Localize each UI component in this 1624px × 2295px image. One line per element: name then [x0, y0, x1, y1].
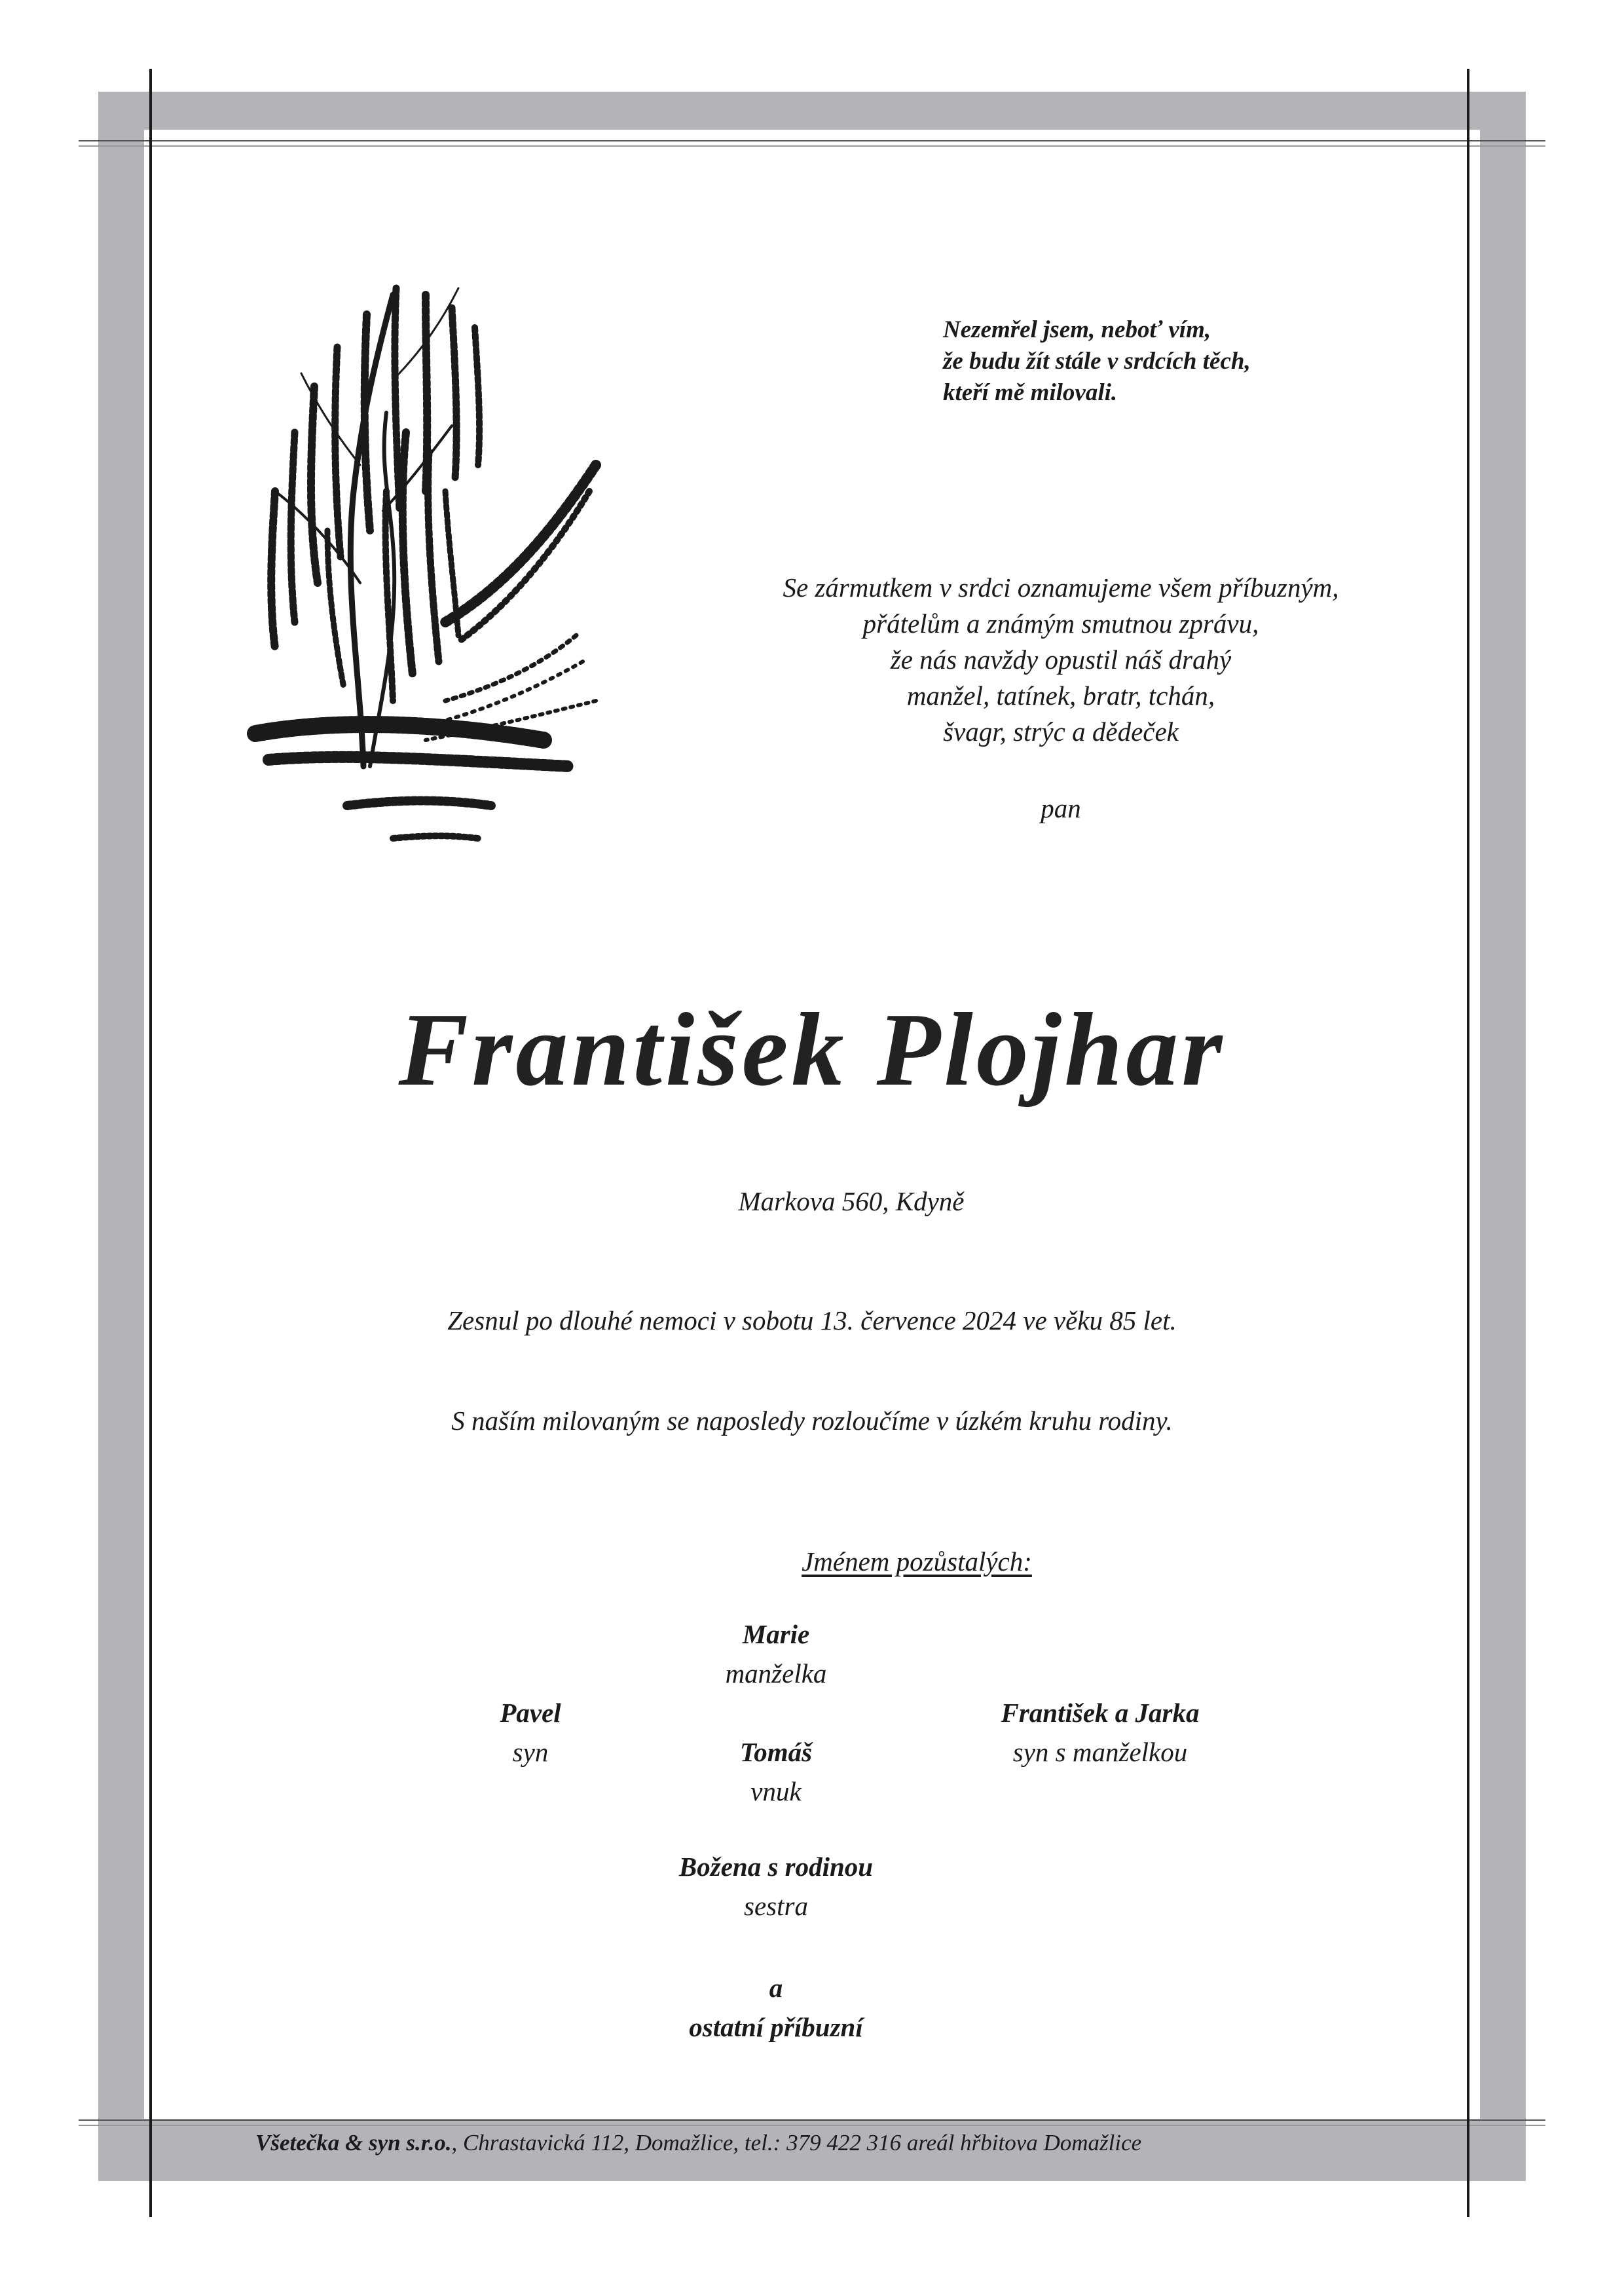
mourner-relation: syn s manželkou	[1012, 1737, 1188, 1767]
funeral-service-footer	[255, 2130, 1434, 2156]
mourner-name: Božena s rodinou	[678, 1852, 874, 1882]
deceased-name: František Plojhar	[398, 991, 1226, 1108]
announcement-line: švagr, strýc a dědeček	[943, 717, 1179, 747]
mourner-conjunction: a	[769, 1973, 783, 2003]
mourner-relation: vnuk	[750, 1776, 802, 1806]
survivors-heading	[131, 1546, 1624, 1577]
honorific: pan	[1041, 793, 1081, 823]
mourner-bozena	[580, 1847, 972, 1926]
mourner-others	[580, 1968, 972, 2047]
frame-vertical-rule-right	[1467, 69, 1469, 2217]
frame-right-band	[1480, 92, 1526, 2181]
announcement-line: přátelům a známým smutnou zprávu,	[862, 608, 1259, 639]
announcement-line: Se zármutkem v srdci oznamujeme všem příbuzným,	[783, 572, 1339, 603]
mourner-name: Tomáš	[739, 1737, 813, 1767]
mourner-relation: syn	[512, 1737, 549, 1767]
mourner-others-label: ostatní příbuzní	[689, 2012, 863, 2042]
willow-tree-icon	[229, 216, 609, 865]
deceased-address: Markova 560, Kdyně	[738, 1186, 965, 1216]
mourner-marie	[580, 1614, 972, 1693]
mourner-name: Marie	[742, 1619, 810, 1649]
announcement-line: manžel, tatínek, bratr, tchán,	[906, 681, 1215, 711]
frame-vertical-rule-left	[149, 69, 152, 2217]
death-notice: Zesnul po dlouhé nemoci v sobotu 13. července 2024 ve věku 85 let.	[447, 1305, 1177, 1335]
frame-left-band	[98, 92, 144, 2181]
epitaph-line: že budu žít stále v srdcích těch,	[943, 348, 1251, 375]
frame-rule	[79, 140, 1545, 141]
funeral-firm-name: Všetečka & syn s.r.o.	[255, 2130, 452, 2155]
announcement	[602, 570, 1519, 750]
announcement-line: že nás navždy opustil náš drahý	[890, 644, 1232, 675]
funeral-firm-details: , Chrastavická 112, Domažlice, tel.: 379 422 316 areál hřbitova Domažlice	[451, 2130, 1142, 2155]
frame-rule	[79, 2119, 1545, 2121]
mourner-name: František a Jarka	[1001, 1698, 1200, 1728]
mourner-relation: sestra	[744, 1891, 808, 1921]
mourner-relation: manželka	[725, 1658, 827, 1689]
epitaph-line: kteří mě milovali.	[943, 379, 1118, 406]
mourner-name: Pavel	[500, 1698, 561, 1728]
epitaph-line: Nezemřel jsem, neboť vím,	[943, 316, 1211, 343]
frame-rule	[79, 2125, 1545, 2126]
frame-top-band	[98, 92, 1526, 130]
epitaph	[943, 314, 1401, 409]
farewell-notice: S naším milovaným se naposledy rozloučíme v úzkém kruhu rodiny.	[451, 1406, 1173, 1436]
survivors-heading-text: Jménem pozůstalých:	[802, 1546, 1032, 1577]
frame-rule	[79, 145, 1545, 147]
mourner-tomas	[580, 1732, 972, 1811]
